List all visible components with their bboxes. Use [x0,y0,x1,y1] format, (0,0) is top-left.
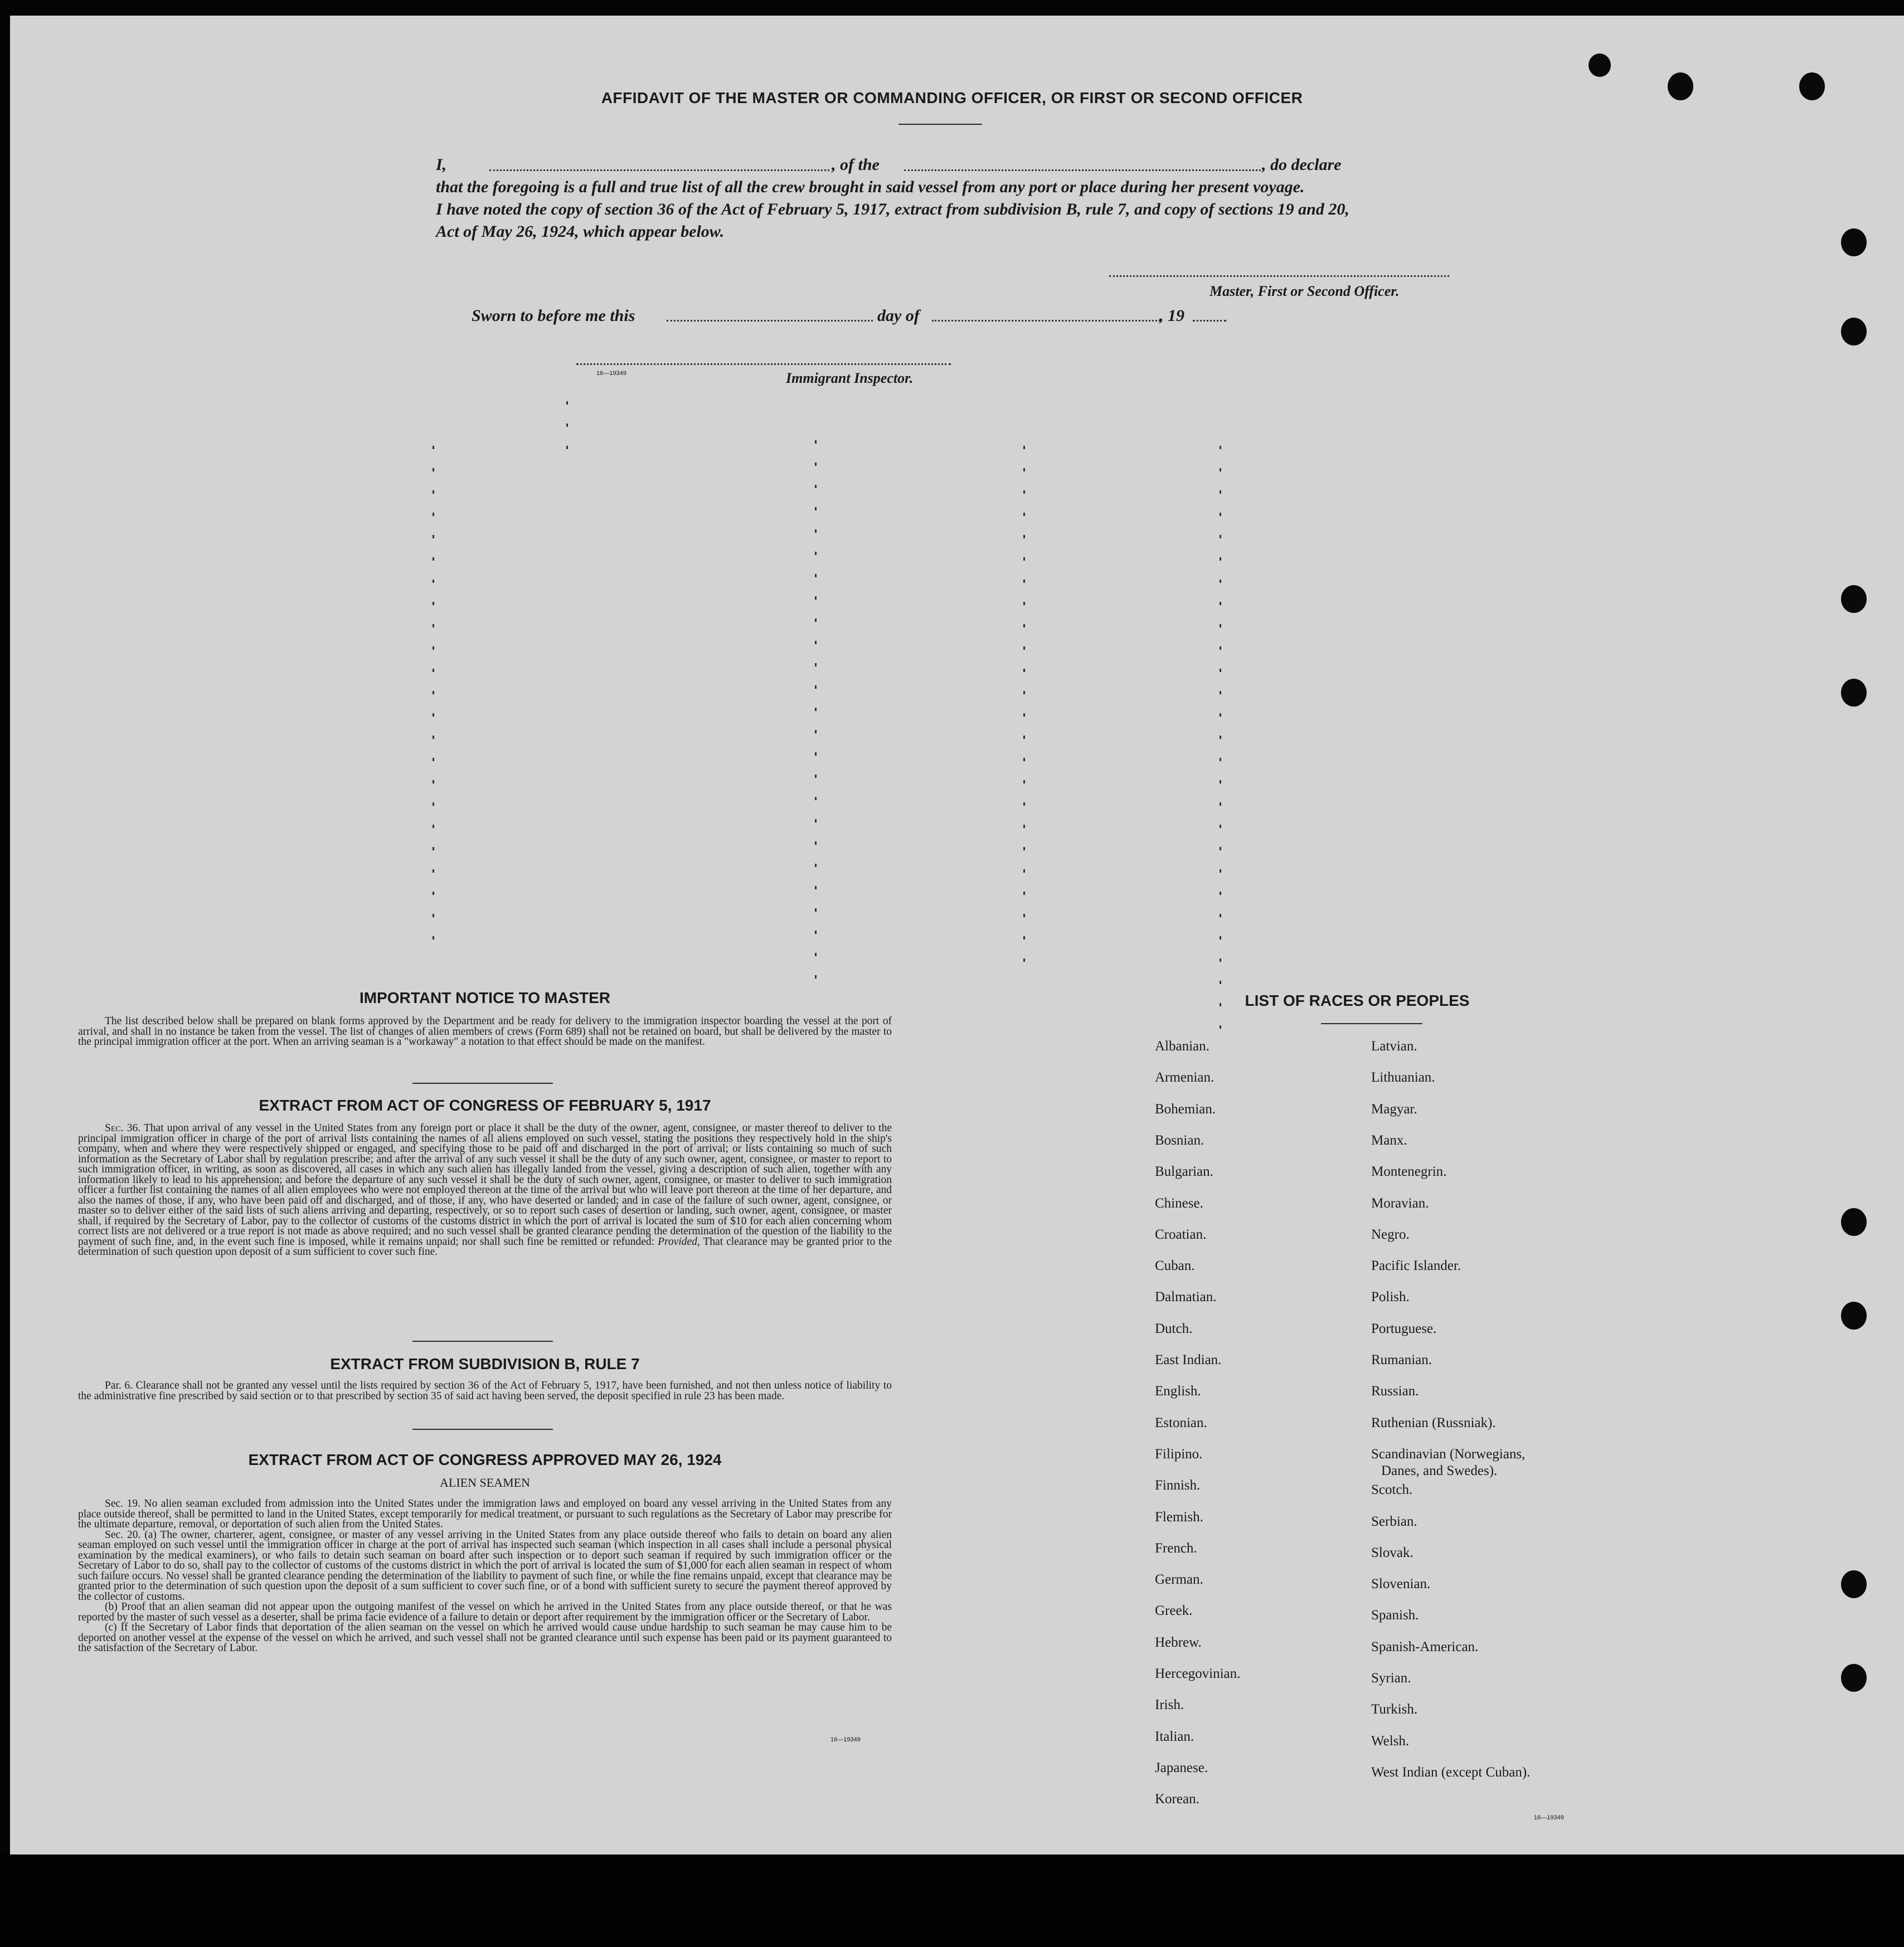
race-item: Armenian. [1155,1070,1215,1086]
race-item: Rumanian. [1371,1352,1432,1367]
race-item: Pacific Islander. [1371,1258,1461,1274]
race-item: Lithuanian. [1371,1070,1435,1086]
race-item: Flemish. [1155,1509,1203,1525]
race-item: Slovenian. [1371,1576,1431,1592]
race-item: Korean. [1155,1792,1199,1807]
form-number-small: 16—19349 [596,370,626,377]
race-item: Portuguese. [1371,1321,1437,1336]
race-item: Slovak. [1371,1545,1414,1560]
race-item: Croatian. [1155,1226,1207,1242]
punch-hole [1841,585,1867,613]
race-item: Welsh. [1371,1733,1410,1749]
punch-hole [1841,228,1867,256]
inspector-signature-line[interactable] [576,363,951,365]
sec-36-end: That clearance may be granted prior to the determination of such question upon deposit of a sum sufficient to cover such fine. [78,1235,892,1258]
race-item: English. [1155,1384,1201,1399]
vessel-name-field[interactable] [904,169,1261,171]
declaration-line-3: I have noted the copy of section 36 of the Act of February 5, 1917, extract from subdivision B, rule 7, and copy of sections 19 and 20, [436,200,1349,218]
sworn-day-field[interactable] [667,320,873,322]
scan-border [0,1854,1904,1947]
race-item: Latvian. [1371,1039,1417,1054]
race-item: Spanish. [1371,1608,1419,1623]
races-form-number: 16—19349 [1534,1814,1564,1821]
race-item: Magyar. [1371,1101,1417,1117]
race-item: Scandinavian (Norwegians, [1371,1446,1526,1462]
bleed-mark [815,440,817,986]
sworn-label: Sworn to before me this [472,306,635,325]
bleed-mark [1220,446,1221,1048]
race-item: Finnish. [1155,1478,1201,1493]
provided-label: Provided, [658,1235,700,1248]
race-item: Montenegrin. [1371,1164,1447,1180]
year-label: , 19 [1159,306,1184,325]
declaration-block [436,154,1473,243]
extract-rule7-text [78,1381,892,1401]
race-item: Chinese. [1155,1195,1203,1211]
do-declare-label: , do declare [1262,155,1342,174]
declaration-line-4: Act of May 26, 1924, which appear below. [436,222,725,241]
race-item: Bulgarian. [1155,1164,1213,1180]
race-item: Dutch. [1155,1321,1193,1336]
punch-hole [1841,679,1867,707]
race-item: Japanese. [1155,1760,1208,1775]
race-item: Danes, and Swedes). [1381,1463,1498,1478]
punch-hole [1841,1664,1867,1692]
race-item: Manx. [1371,1132,1407,1148]
master-name-field[interactable] [489,169,829,171]
day-of-label: day of [877,306,920,325]
title-rule [898,124,982,125]
master-signature-line[interactable] [1109,275,1449,277]
race-item: Scotch. [1371,1482,1413,1498]
section-rule [412,1083,553,1084]
of-the-label: , of the [832,155,880,174]
affidavit-title: AFFIDAVIT OF THE MASTER OR COMMANDING OFFICER, OR FIRST OR SECOND OFFICER [601,89,1303,106]
sworn-month-field[interactable] [932,320,1160,322]
race-item: East Indian. [1155,1352,1222,1367]
sec-20a-paragraph: Sec. 20. (a) The owner, charterer, agent, consignee, or master of any vessel arriving in the United States from any place outside thereof who fails to detain on board any alien seaman employed on such vessel until the immigration officer in charge at the port of arrival has inspected such seaman (which inspection in all cases shall include a personal physical examination by the medical examiners), or who fails to detain such seaman on board after such inspection or to deport such seaman if required by such immigration officer or the Secretary of Labor to do so, shall pay to the collector of customs of the customs district in which the port of arrival is located the sum of $1,000 for each alien seaman in respect of whom such failure occurs. No vessel shall be granted clearance pending the determination of the liability to payment of such fine, or while the fine remains unpaid, except that clearance may be granted prior to the determination of such question upon the deposit of a sum sufficient to cover such fine, or of a bond with sufficient surety to secure the payment thereof approved by the collector of customs. [78,1529,892,1603]
races-rule [1321,1023,1422,1024]
races-left-column [1155,1039,1367,1819]
master-signature-label: Master, First or Second Officer. [1210,283,1400,299]
race-item: Polish. [1371,1289,1410,1305]
race-item: Italian. [1155,1729,1194,1744]
race-item: French. [1155,1540,1197,1556]
races-right-column [1371,1039,1728,1819]
race-item: Russian. [1371,1384,1419,1399]
extract-1917-title: EXTRACT FROM ACT OF CONGRESS OF FEBRUARY 5, 1917 [259,1097,711,1114]
section-rule [412,1341,553,1342]
race-item: Cuban. [1155,1258,1195,1274]
extract-1924-text [78,1499,892,1654]
i-label: I, [436,155,447,174]
section-rule [412,1429,553,1430]
rule7-paragraph: Par. 6. Clearance shall not be granted any vessel until the lists required by section 36 of the Act of February 5, 1917, have been furnished, and not then unless notice of liability to the administrative fine prescribed by said section or to that prescribed by section 35 of said act having been served, the deposit specified in rule 23 has been made. [78,1380,892,1402]
race-item: Hercegovinian. [1155,1666,1241,1681]
sec-36-body: That upon arrival of any vessel in the United States from any foreign port or place it shall be the duty of the owner, agent, consignee, or master thereof to deliver to the principal immigration officer in charge of the port of arrival lists containing the names of all aliens employed on such vessel, stating the positions they respectively hold in the ship's company, when and where they were respectively shipped or engaged, and specifying those to be paid off and discharged in the port of arrival; or lists containing so much of such information as the Secretary of Labor shall by regulation prescribe; and after the arrival of any such vessel it shall be the duty of any such owner, agent, consignee, or master to report to such immigration officer, in writing, as soon as discovered, all cases in which any such alien has illegally landed from the vessel, giving a description of such alien, together with any information likely to lead to his apprehension; and before the departure of any such vessel it shall be the duty of such owner, agent, consignee, or master to deliver to such immigration officer a further list containing the names of all alien employees who were not employed thereon at the time of the arrival but who will leave port thereon at the time of her departure, and also the names of those, if any, who have been paid off and discharged, and of those, if any, who have deserted or landed; and in case of the failure of such owner, agent, consignee, or master so to deliver either of the said lists of such aliens arriving and departing, respectively, or so to report such cases of desertion or landing, such owner, agent, consignee, or master shall, if required by the Secretary of Labor, pay to the collector of customs of the customs district in which the port of arrival is located the sum of $10 for each alien concerning whom correct lists are not delivered or a true report is not made as above required; and no such vessel shall be granted clearance pending the determination of the question of the liability to the payment of such fine, and, in the event such fine is imposed, while it remains unpaid; nor shall such fine be remitted or refunded: [78,1122,892,1248]
declaration-line-2: that the foregoing is a full and true list of all the crew brought in said vessel from any port or place during her present voyage. [436,178,1305,196]
sec-20c-paragraph: (c) If the Secretary of Labor finds that deportation of the alien seaman on the vessel on which he arrived would cause undue hardship to such seaman he may cause him to be deported on another vessel at the expense of the vessel on which he arrived, and such vessel shall not be granted clearance until such expense has been paid or its payment guaranteed to the satisfaction of the Secretary of Labor. [78,1622,892,1654]
sworn-year-field[interactable] [1193,320,1226,322]
punch-hole [1841,1570,1867,1598]
race-item: Bosnian. [1155,1132,1204,1148]
race-item: Filipino. [1155,1446,1203,1462]
extract-1924-title: EXTRACT FROM ACT OF CONGRESS APPROVED MAY 26, 1924 [248,1451,722,1468]
sec-36-label: Sec. 36. [105,1122,141,1134]
extract-1917-text [78,1123,892,1258]
races-title: LIST OF RACES OR PEOPLES [1245,992,1470,1009]
race-item: Negro. [1371,1226,1410,1242]
race-item: Greek. [1155,1603,1193,1619]
punch-hole [1841,1208,1867,1236]
race-item: Dalmatian. [1155,1289,1217,1305]
punch-hole [1841,318,1867,345]
sec-20b-paragraph: (b) Proof that an alien seaman did not appear upon the outgoing manifest of the vessel on which he arrived in the United States from any place outside thereof, or that he was reported by the master of such vessel as a deserter, shall be prima facie evidence of a failure to detain or deport after requirement by the immigration officer or the Secretary of Labor. [78,1601,892,1623]
race-item: Irish. [1155,1697,1184,1713]
race-item: Bohemian. [1155,1101,1216,1117]
race-item: Serbian. [1371,1513,1417,1529]
race-item: Syrian. [1371,1671,1411,1686]
bleed-mark [566,401,568,468]
race-item: Estonian. [1155,1415,1207,1430]
race-item: West Indian (except Cuban). [1371,1764,1531,1780]
important-notice-text [78,1016,892,1048]
bleed-mark [1023,446,1025,981]
punch-hole [1589,53,1611,77]
race-item: Ruthenian (Russniak). [1371,1415,1496,1430]
race-item: Hebrew. [1155,1634,1202,1650]
sec-19-paragraph: Sec. 19. No alien seaman excluded from admission into the United States under the immigration laws and employed on board any vessel arriving in the United States from any place outside thereof, shall be permitted to land in the United States, except temporarily for medical treatment, or pursuant to such regulations as the Secretary of Labor may prescribe for the ultimate departure, removal, or deportation of such alien from the United States. [78,1498,892,1530]
race-item: Spanish-American. [1371,1639,1479,1654]
race-item: Albanian. [1155,1039,1210,1054]
race-item: Turkish. [1371,1702,1418,1717]
alien-seamen-subtitle: ALIEN SEAMEN [440,1476,530,1490]
important-notice-paragraph: The list described below shall be prepared on blank forms approved by the Department and be ready for delivery to the immigration inspector boarding the vessel at the port of arrival, and shall in no instance be taken from the vessel. The list of changes of alien members of crews (Form 689) shall not be retained on board, but shall be delivered by the master to the principal immigration officer at the port. When an arriving seaman is a "workaway" a notation to that effect should be made on the manifest. [78,1015,892,1048]
bleed-mark [433,446,434,947]
race-item: Moravian. [1371,1195,1429,1211]
extract-rule7-title: EXTRACT FROM SUBDIVISION B, RULE 7 [330,1355,640,1372]
extract-form-number: 16—19349 [830,1736,861,1743]
important-notice-title: IMPORTANT NOTICE TO MASTER [359,989,611,1006]
race-item: German. [1155,1572,1203,1588]
inspector-label: Immigrant Inspector. [786,370,914,386]
punch-hole [1841,1302,1867,1330]
